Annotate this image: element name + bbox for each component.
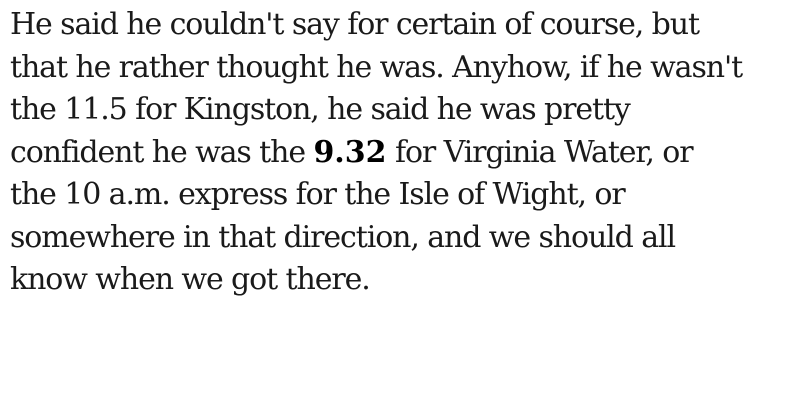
text-passage bbox=[10, 4, 792, 302]
text-line-7: know when we got there. bbox=[10, 262, 370, 297]
text-line-5: the 10 a.m. express for the Isle of Wight, or bbox=[10, 177, 625, 212]
bold-train-time: 9.32 bbox=[313, 134, 387, 170]
text-line-2: that he rather thought he was. Anyhow, if he wasn't bbox=[10, 49, 743, 85]
text-line-1: He said he couldn't say for certain of course, but bbox=[10, 7, 699, 42]
text-line-4-before: confident he was the bbox=[10, 134, 314, 170]
text-line-6: somewhere in that direction, and we should all bbox=[10, 219, 675, 255]
text-line-4-after: for Virginia Water, or bbox=[386, 134, 693, 170]
text-line-3: the 11.5 for Kingston, he said he was pretty bbox=[10, 92, 630, 127]
text-line-4 bbox=[10, 132, 792, 175]
